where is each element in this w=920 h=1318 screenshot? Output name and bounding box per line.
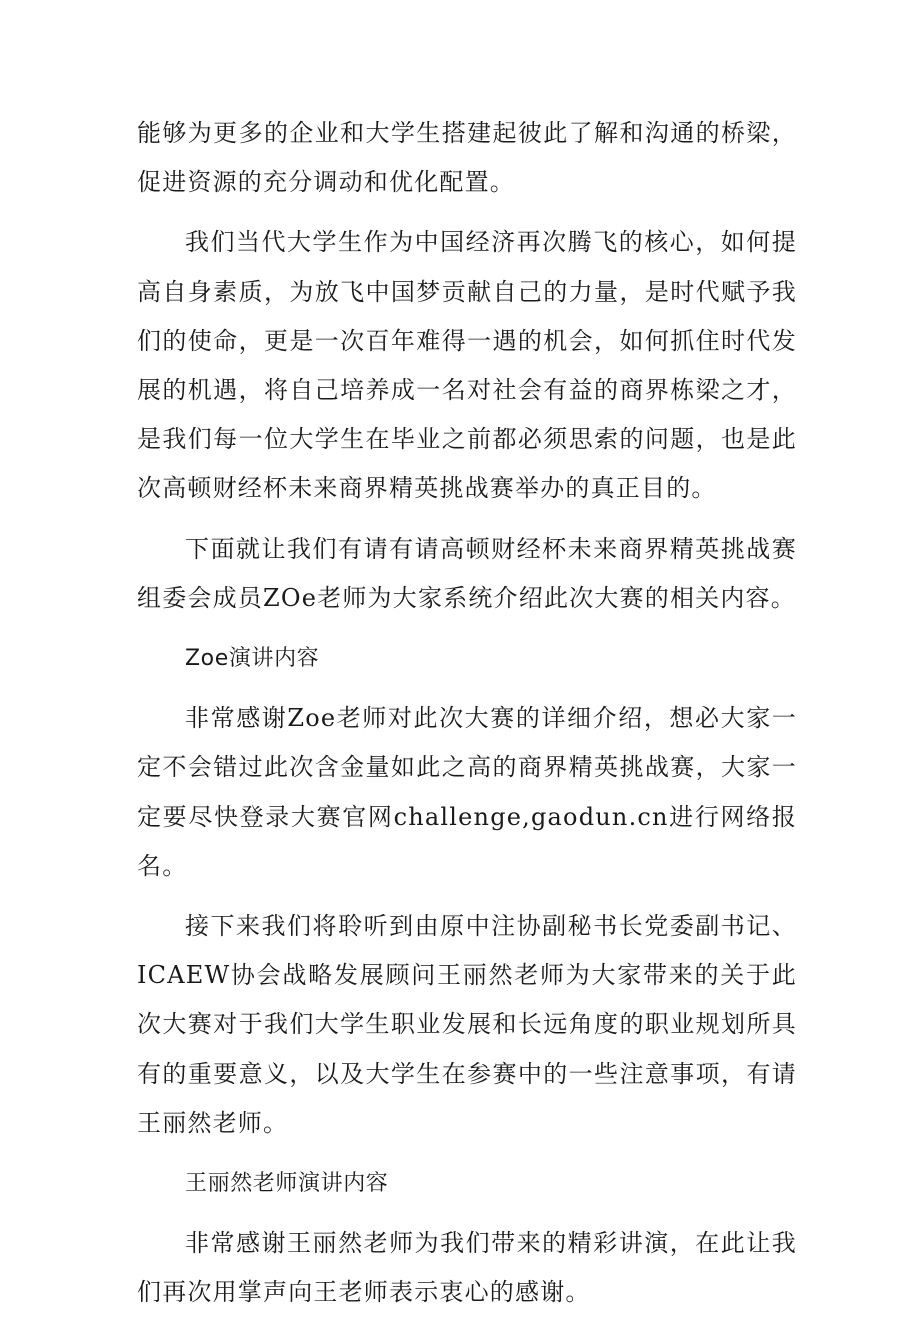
paragraph-mission: 我们当代大学生作为中国经济再次腾飞的核心，如何提高自身素质，为放飞中国梦贡献自己的力量，是时代赋予我们的使命，更是一次百年难得一遇的机会，如何抓住时代发展的机遇，将自己培养成一名对社会有益的商界栋梁之才，是我们每一位大学生在毕业之前都必须思索的问题，也是此次高顿财经杯未来商界精英挑战赛举办的真正目的。: [137, 228, 797, 503]
paragraph-gap: [137, 207, 797, 218]
paragraph-bridge: 能够为更多的企业和大学生搭建起彼此了解和沟通的桥梁，促进资源的充分调动和优化配置。: [137, 119, 797, 197]
paragraph-gap: [137, 891, 797, 902]
paragraph-gap: [137, 623, 797, 634]
paragraph-invite-wang: 接下来我们将聆听到由原中注协副秘书长党委副书记、ICAEW协会战略发展顾问王丽然老师为大家带来的关于此次大赛对于我们大学生职业发展和长远角度的职业规划所具有的重要意义，以及大学生在参赛中的一些注意事项，有请王丽然老师。: [137, 912, 797, 1137]
document-body: [137, 109, 797, 1318]
paragraph-gap: [137, 683, 797, 694]
paragraph-gap: [137, 514, 797, 525]
paragraph-thanks-zoe: 非常感谢Zoe老师对此次大赛的详细介绍，想必大家一定不会错过此次含金量如此之高的商界精英挑战赛，大家一定要尽快登录大赛官网challenge,gaodun.cn进行网络报名。: [137, 704, 797, 880]
section-zoe-speech: Zoe演讲内容: [185, 646, 320, 672]
paragraph-gap: [137, 1148, 797, 1159]
paragraph-thanks-wang: 非常感谢王丽然老师为我们带来的精彩讲演，在此让我们再次用掌声向王老师表示衷心的感谢。: [137, 1229, 797, 1307]
paragraph-gap: [137, 1208, 797, 1219]
paragraph-invite-zoe: 下面就让我们有请有请高顿财经杯未来商界精英挑战赛组委会成员ZOe老师为大家系统介绍此次大赛的相关内容。: [137, 534, 797, 612]
section-wang-speech: 王丽然老师演讲内容: [185, 1171, 389, 1197]
